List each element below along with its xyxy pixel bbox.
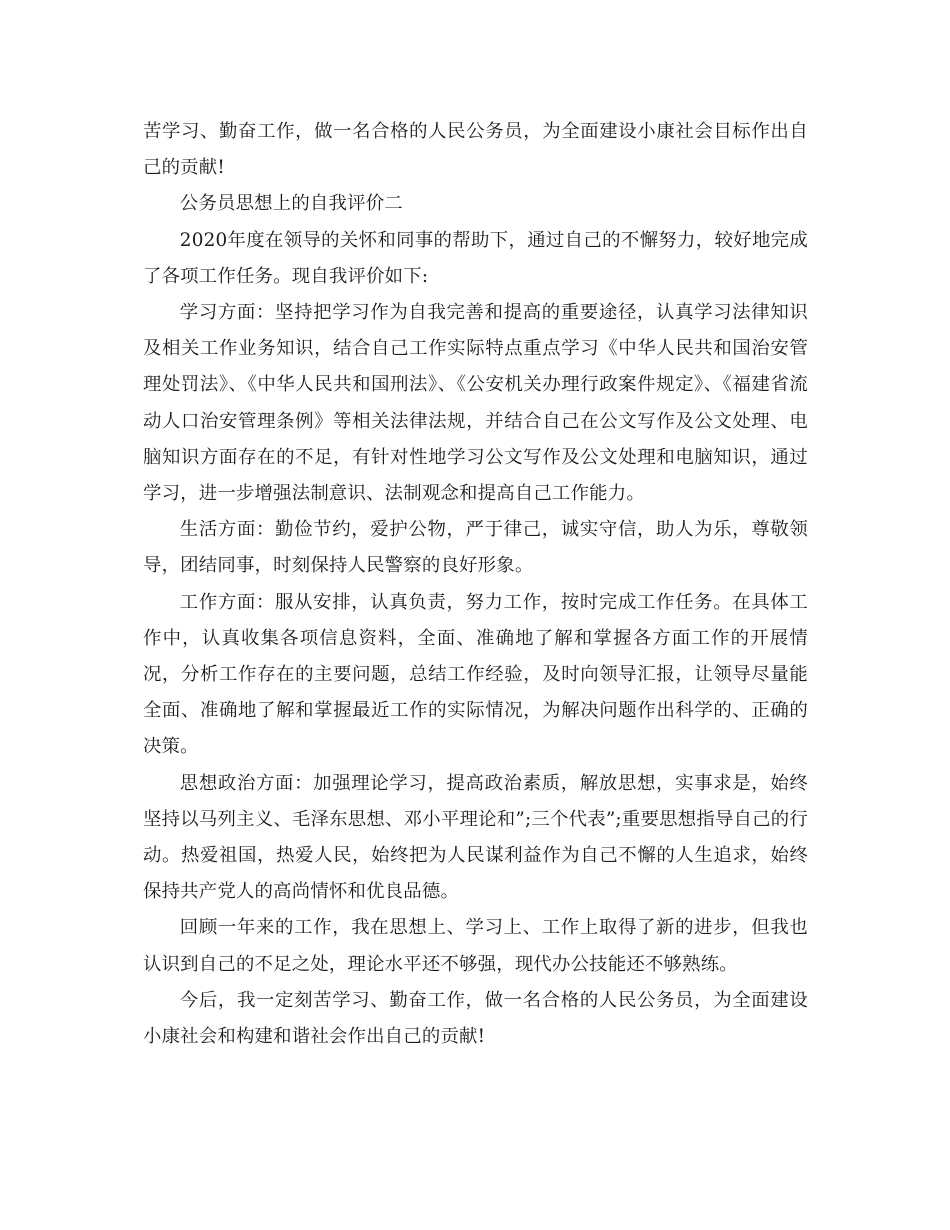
section-heading: 公务员思想上的自我评价二 bbox=[179, 193, 403, 215]
paragraph-life: 生活方面：勤俭节约，爱护公物，严于律己，诚实守信，助人为乐，尊敬领导，团结同事，时刻保持人民警察的良好形象。 bbox=[143, 519, 808, 577]
paragraph-work: 工作方面：服从安排，认真负责，努力工作，按时完成工作任务。在具体工作中，认真收集各项信息资料，全面、准确地了解和掌握各方面工作的开展情况，分析工作存在的主要问题，总结工作经验，及时向领导汇报，让领导尽量能全面、准确地了解和掌握最近工作的实际情况，为解决问题作出科学的、正确的决策。 bbox=[143, 591, 808, 758]
paragraph-intro: 2020年度在领导的关怀和同事的帮助下，通过自己的不懈努力，较好地完成了各项工作任务。现自我评价如下: bbox=[143, 229, 808, 287]
paragraph-politics: 思想政治方面：加强理论学习，提高政治素质，解放思想，实事求是，始终坚持以马列主义、毛泽东思想、邓小平理论和”;三个代表”;重要思想指导自己的行动。热爱祖国，热爱人民，始终把为人民谋利益作为自己不懈的人生追求，始终保持共产党人的高尚情怀和优良品德。 bbox=[143, 772, 808, 903]
paragraph-study: 学习方面：坚持把学习作为自我完善和提高的重要途径，认真学习法律知识及相关工作业务知识，结合自己工作实际特点重点学习《中华人民共和国治安管理处罚法》、《中华人民共和国刑法》、《公安机关办理行政案件规定》、《福建省流动人口治安管理条例》等相关法律法规，并结合自己在公文写作及公文处理、电脑知识方面存在的不足，有针对性地学习公文写作及公文处理和电脑知识，通过学习，进一步增强法制意识、法制观念和提高自己工作能力。 bbox=[143, 302, 808, 505]
paragraph-future: 今后，我一定刻苦学习、勤奋工作，做一名合格的人民公务员，为全面建设小康社会和构建和谐社会作出自己的贡献! bbox=[143, 989, 808, 1048]
document-body bbox=[143, 114, 808, 1055]
paragraph-review: 回顾一年来的工作，我在思想上、学习上、工作上取得了新的进步，但我也认识到自己的不足之处，理论水平还不够强，现代办公技能还不够熟练。 bbox=[143, 917, 808, 975]
paragraph-continuation: 苦学习、勤奋工作，做一名合格的人民公务员，为全面建设小康社会目标作出自己的贡献! bbox=[143, 121, 808, 179]
